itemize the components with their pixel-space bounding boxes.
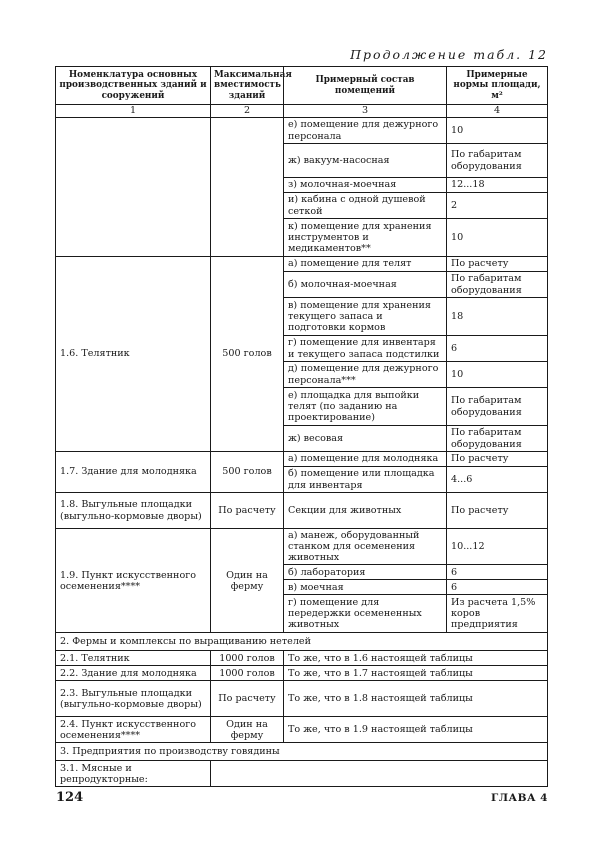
room-cell: а) помещение для молодняка	[284, 452, 447, 467]
room-cell: ж) вакуум-насосная	[284, 144, 447, 178]
room-cell: б) молочная-моечная	[284, 272, 447, 298]
building-name-cell: 2.1. Телятник	[56, 651, 211, 666]
capacity-cell: 1000 голов	[211, 651, 284, 666]
table-row	[56, 666, 548, 681]
room-cell: г) помещение для инвентаря и текущего запаса подстилки	[284, 336, 447, 362]
room-cell: е) помещение для дежурного персонала	[284, 118, 447, 144]
column-number: 2	[211, 105, 284, 118]
column-number: 4	[447, 105, 548, 118]
premises-table	[55, 66, 548, 787]
reference-cell: То же, что в 1.8 настоящей таблицы	[284, 681, 548, 717]
area-cell: 10	[447, 362, 548, 388]
column-header: Максимальная вместимость зданий	[211, 67, 284, 105]
area-cell: По габаритам оборудования	[447, 272, 548, 298]
reference-cell: То же, что в 1.6 настоящей таблицы	[284, 651, 548, 666]
area-cell: 18	[447, 298, 548, 336]
room-cell: г) помещение для передержки осемененных животных	[284, 595, 447, 633]
room-cell: и) кабина с одной душевой сеткой	[284, 193, 447, 219]
capacity-cell	[211, 118, 284, 257]
capacity-cell: По расчету	[211, 493, 284, 529]
chapter-label: ГЛАВА 4	[491, 792, 548, 804]
building-name-cell: 1.6. Телятник	[56, 257, 211, 452]
section-row	[56, 633, 548, 651]
reference-cell: То же, что в 1.7 настоящей таблицы	[284, 666, 548, 681]
capacity-cell: Один на ферму	[211, 717, 284, 743]
table-row	[56, 761, 548, 787]
page-number: 124	[56, 790, 84, 805]
column-number: 1	[56, 105, 211, 118]
table-row	[56, 452, 548, 467]
building-name-cell: 2.3. Выгульные площадки (выгульно-кормовые дворы)	[56, 681, 211, 717]
header-row	[56, 67, 548, 105]
section-title: 2. Фермы и комплексы по выращиванию нетелей	[56, 633, 548, 651]
area-cell: 2	[447, 193, 548, 219]
table-row	[56, 529, 548, 565]
column-number-row	[56, 105, 548, 118]
room-cell: б) лаборатория	[284, 565, 447, 580]
capacity-cell: 1000 голов	[211, 666, 284, 681]
column-header: Номенклатура основных производственных зданий и сооружений	[56, 67, 211, 105]
room-cell: б) помещение или площадка для инвентаря	[284, 467, 447, 493]
area-cell: По габаритам оборудования	[447, 426, 548, 452]
area-cell: По габаритам оборудования	[447, 144, 548, 178]
building-name-cell: 3.1. Мясные и репродукторные:	[56, 761, 211, 787]
column-number: 3	[284, 105, 447, 118]
room-cell: а) помещение для телят	[284, 257, 447, 272]
building-name-cell: 1.9. Пункт искусственного осеменения****	[56, 529, 211, 633]
area-cell: 10	[447, 118, 548, 144]
room-cell: в) помещение для хранения текущего запаса и подготовки кормов	[284, 298, 447, 336]
area-cell: 10...12	[447, 529, 548, 565]
capacity-cell: По расчету	[211, 681, 284, 717]
building-name-cell: 1.8. Выгульные площадки (выгульно-кормовые дворы)	[56, 493, 211, 529]
table-row	[56, 717, 548, 743]
table-row	[56, 257, 548, 272]
building-name-cell	[56, 118, 211, 257]
room-cell: е) площадка для выпойки телят (по заданию на проектирование)	[284, 388, 447, 426]
section-row	[56, 743, 548, 761]
area-cell: По расчету	[447, 257, 548, 272]
section-title: 3. Предприятия по производству говядины	[56, 743, 548, 761]
room-cell: в) моечная	[284, 580, 447, 595]
reference-cell: То же, что в 1.9 настоящей таблицы	[284, 717, 548, 743]
room-cell: з) молочная-моечная	[284, 178, 447, 193]
area-cell: 6	[447, 580, 548, 595]
table-row	[56, 681, 548, 717]
area-cell: Из расчета 1,5% коров предприятия	[447, 595, 548, 633]
room-cell: а) манеж, оборудованный станком для осеменения животных	[284, 529, 447, 565]
empty-cell	[211, 761, 548, 787]
area-cell: 10	[447, 219, 548, 257]
table-row	[56, 651, 548, 666]
area-cell: По расчету	[447, 493, 548, 529]
table-continuation-caption: Продолжение табл. 12	[350, 47, 548, 62]
capacity-cell: 500 голов	[211, 257, 284, 452]
building-name-cell: 2.2. Здание для молодняка	[56, 666, 211, 681]
area-cell: 6	[447, 336, 548, 362]
table-row	[56, 493, 548, 529]
room-cell: Секции для животных	[284, 493, 447, 529]
room-cell: к) помещение для хранения инструментов и медикаментов**	[284, 219, 447, 257]
room-cell: д) помещение для дежурного персонала***	[284, 362, 447, 388]
area-cell: 4...6	[447, 467, 548, 493]
room-cell: ж) весовая	[284, 426, 447, 452]
column-header: Примерный состав помещений	[284, 67, 447, 105]
area-cell: 6	[447, 565, 548, 580]
capacity-cell: Один на ферму	[211, 529, 284, 633]
building-name-cell: 2.4. Пункт искусственного осеменения****	[56, 717, 211, 743]
area-cell: По расчету	[447, 452, 548, 467]
column-header: Примерные нормы площади, м²	[447, 67, 548, 105]
building-name-cell: 1.7. Здание для молодняка	[56, 452, 211, 493]
capacity-cell: 500 голов	[211, 452, 284, 493]
table-row	[56, 118, 548, 144]
area-cell: По габаритам оборудования	[447, 388, 548, 426]
area-cell: 12...18	[447, 178, 548, 193]
